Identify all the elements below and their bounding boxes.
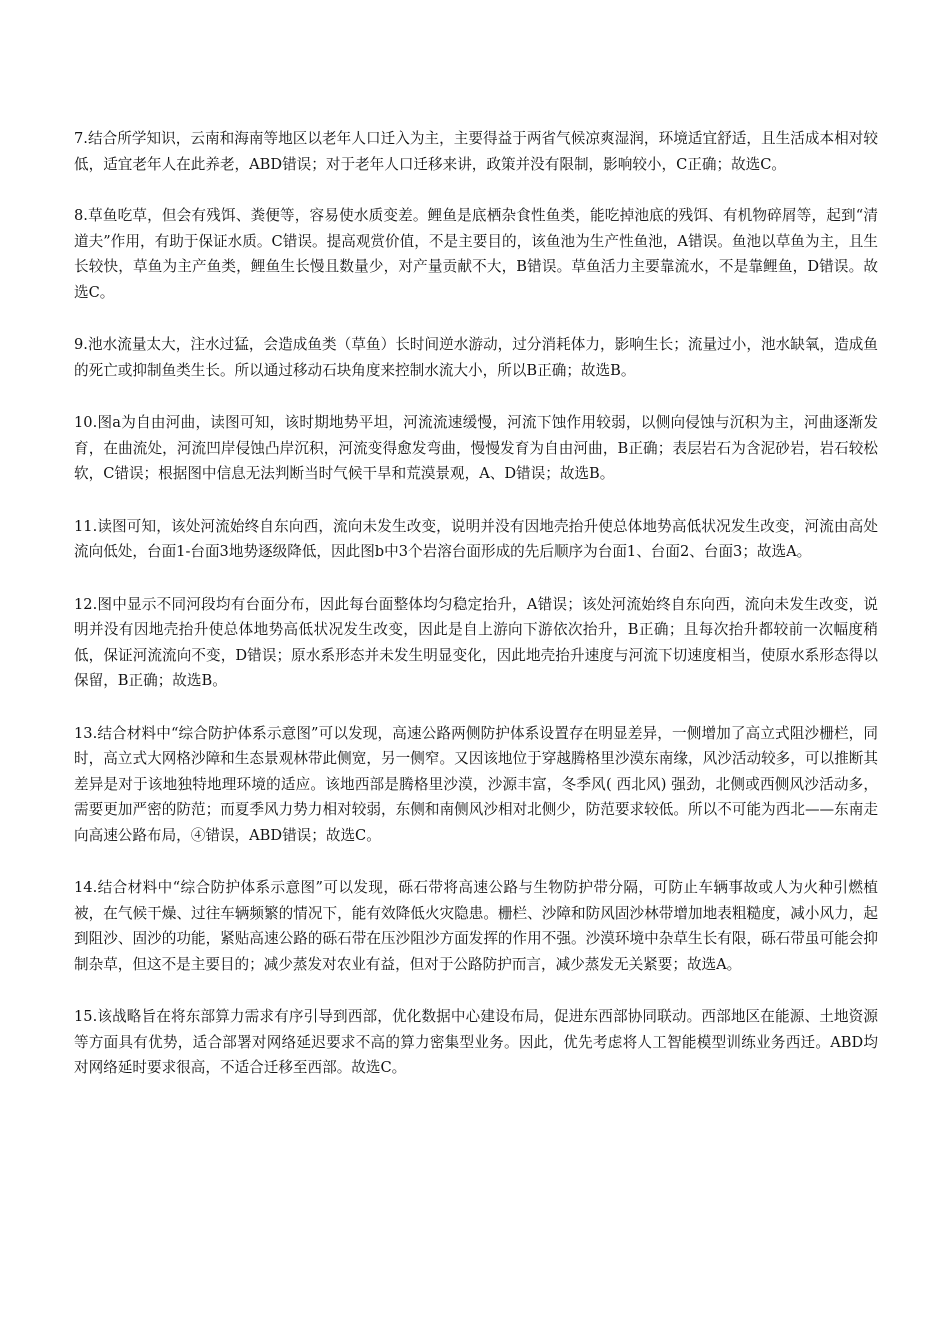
answer-paragraph-7: 7.结合所学知识，云南和海南等地区以老年人口迁入为主，主要得益于两省气候凉爽湿润，环境适宜舒适，且生活成本相对较低，适宜老年人在此养老，ABD错误；对于老年人口迁移来讲，政策并没有限制，影响较小，C正确；故选C。 bbox=[74, 130, 878, 173]
answer-paragraph-14: 14.结合材料中“综合防护体系示意图”可以发现，砾石带将高速公路与生物防护带分隔，可防止车辆事故或人为火种引燃植被，在气候干燥、过往车辆频繁的情况下，能有效降低火灾隐患。栅栏、沙障和防风固沙林带增加地表粗糙度，减小风力，起到阻沙、固沙的功能，紧贴高速公路的砾石带在压沙阻沙方面发挥的作用不强。沙漠环境中杂草生长有限，砾石带虽可能会抑制杂草，但这不是主要目的；减少蒸发对农业有益，但对于公路防护而言，减少蒸发无关紧要；故选A。 bbox=[74, 879, 878, 973]
answer-paragraph-13: 13.结合材料中“综合防护体系示意图”可以发现，高速公路两侧防护体系设置存在明显差异，一侧增加了高立式阻沙栅栏，同时，高立式大网格沙障和生态景观林带此侧宽，另一侧窄。又因该地位于穿越腾格里沙漠东南缘，风沙活动较多，可以推断其差异是对于该地独特地理环境的适应。该地西部是腾格里沙漠，沙源丰富，冬季风( 西北风) 强劲，北侧或西侧风沙活动多，需要更加严密的防范；而夏季风力势力相对较弱，东侧和南侧风沙相对北侧少，防范要求较低。所以不可能为西北——东南走向高速公路布局，④错误，ABD错误；故选C。 bbox=[74, 724, 878, 844]
answer-paragraph-11: 11.读图可知，该处河流始终自东向西，流向未发生改变，说明并没有因地壳抬升使总体地势高低状况发生改变，河流由高处流向低处，台面1-台面3地势逐级降低，因此图b中3个岩溶台面形成的先后顺序为台面1、台面2、台面3；故选A。 bbox=[74, 517, 878, 560]
answer-paragraph-10: 10.图a为自由河曲，读图可知，该时期地势平坦，河流流速缓慢，河流下蚀作用较弱，以侧向侵蚀与沉积为主，河曲逐渐发育，在曲流处，河流凹岸侵蚀凸岸沉积，河流变得愈发弯曲，慢慢发育为自由河曲，B正确；表层岩石为含泥砂岩，岩石较松软，C错误；根据图中信息无法判断当时气候干旱和荒漠景观，A、D错误；故选B。 bbox=[74, 414, 878, 482]
answer-explanations bbox=[74, 126, 878, 1109]
answer-paragraph-8: 8.草鱼吃草，但会有残饵、粪便等，容易使水质变差。鲤鱼是底栖杂食性鱼类，能吃掉池底的残饵、有机物碎屑等，起到“清道夫”作用，有助于保证水质。C错误。提高观赏价值，不是主要目的，该鱼池为生产性鱼池，A错误。鱼池以草鱼为主，且生长较快，草鱼为主产鱼类，鲤鱼生长慢且数量少，对产量贡献不大，B错误。草鱼活力主要靠流水，不是靠鲤鱼，D错误。故选C。 bbox=[74, 207, 878, 301]
answer-paragraph-12: 12.图中显示不同河段均有台面分布，因此每台面整体均匀稳定抬升，A错误；该处河流始终自东向西，流向未发生改变，说明并没有因地壳抬升使总体地势高低状况发生改变，因此是自上游向下游依次抬升，B正确；且每次抬升都较前一次幅度稍低，保证河流流向不变，D错误；原水系形态并未发生明显变化，因此地壳抬升速度与河流下切速度相当，使原水系形态得以保留，B正确；故选B。 bbox=[74, 595, 878, 689]
answer-paragraph-15: 15.该战略旨在将东部算力需求有序引导到西部，优化数据中心建设布局，促进东西部协同联动。西部地区在能源、土地资源等方面具有优势，适合部署对网络延迟要求不高的算力密集型业务。因此，优先考虑将人工智能模型训练业务西迁。ABD均对网络延时要求很高，不适合迁移至西部。故选C。 bbox=[74, 1008, 878, 1076]
answer-paragraph-9: 9.池水流量太大，注水过猛，会造成鱼类（草鱼）长时间逆水游动，过分消耗体力，影响生长；流量过小，池水缺氧，造成鱼的死亡或抑制鱼类生长。所以通过移动石块角度来控制水流大小，所以B正确；故选B。 bbox=[74, 336, 878, 379]
